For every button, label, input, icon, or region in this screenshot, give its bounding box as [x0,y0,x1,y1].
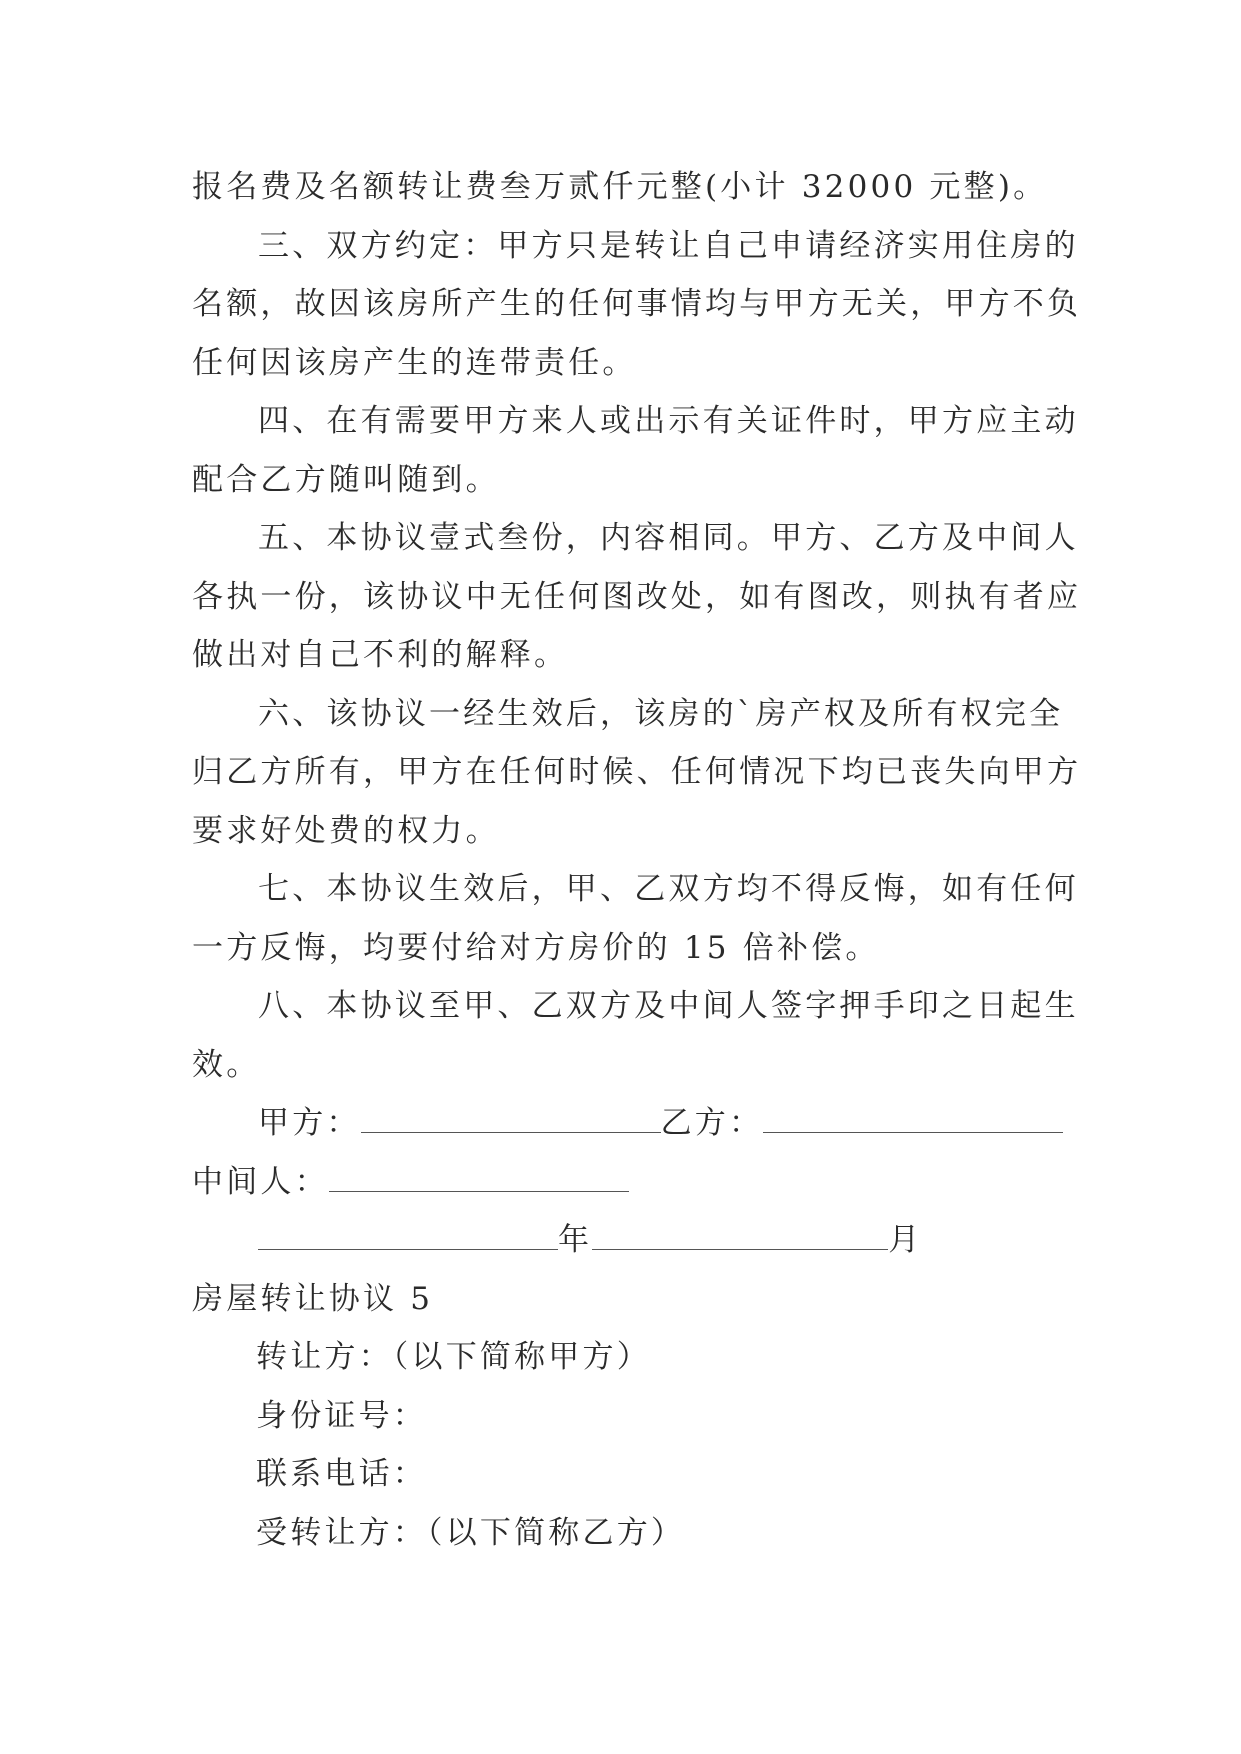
clause-5-line-2: 各执一份，该协议中无任何图改处，如有图改，则执有者应 [192,578,1082,615]
clause-4-line-2: 配合乙方随叫随到。 [192,461,500,498]
party-b-label: 乙方： [660,1105,764,1141]
year-blank [258,1223,558,1250]
document-page [192,158,1082,1562]
section-title: 房屋转让协议 5 [192,1280,434,1317]
clause-6-line-1: 六、该协议一经生效后，该房的`房产权及所有权完全 [258,695,1064,732]
clause-6-line-2: 归乙方所有，甲方在任何时候、任何情况下均已丧失向甲方 [192,754,1082,790]
middleman-signature-blank [329,1165,629,1192]
field-transferor: 转让方：（以下简称甲方） [256,1339,651,1375]
party-a-signature-blank [361,1106,661,1133]
clause-6-line-3: 要求好处费的权力。 [192,812,500,849]
clause-5-line-1: 五、本协议壹式叁份，内容相同。甲方、乙方及中间人 [258,520,1079,556]
signature-row-date [192,1211,1052,1270]
clause-4-line-1: 四、在有需要甲方来人或出示有关证件时，甲方应主动 [258,403,1079,439]
clause-3-line-2: 名额，故因该房所产生的任何事情均与甲方无关，甲方不负 [192,286,1082,322]
field-id-number: 身份证号： [256,1397,427,1434]
clause-8-line-2: 效。 [192,1046,261,1083]
clause-7-line-1: 七、本协议生效后，甲、乙双方均不得反悔，如有任何 [258,871,1079,907]
month-label: 月 [888,1222,923,1258]
field-transferee: 受转让方：（以下简称乙方） [256,1514,686,1551]
clause-7-line-2: 一方反悔，均要付给对方房价的 15 倍补偿。 [192,929,880,966]
signature-row-middleman [192,1153,1052,1212]
clause-3-line-3: 任何因该房产生的连带责任。 [192,344,637,381]
text-line: 报名费及名额转让费叁万贰仟元整(小计 32000 元整)。 [192,169,1048,205]
middleman-label: 中间人： [192,1163,329,1200]
clause-8-line-1: 八、本协议至甲、乙双方及中间人签字押手印之日起生 [258,988,1079,1024]
clause-5-line-3: 做出对自己不利的解释。 [192,637,569,673]
year-label: 年 [558,1222,593,1258]
party-a-label: 甲方： [258,1105,361,1141]
clause-3-line-1: 三、双方约定：甲方只是转让自己申请经济实用住房的 [258,227,1079,264]
field-phone: 联系电话： [256,1456,427,1492]
month-blank [592,1223,888,1250]
signature-row-parties [192,1094,1052,1153]
party-b-signature-blank [763,1106,1063,1133]
